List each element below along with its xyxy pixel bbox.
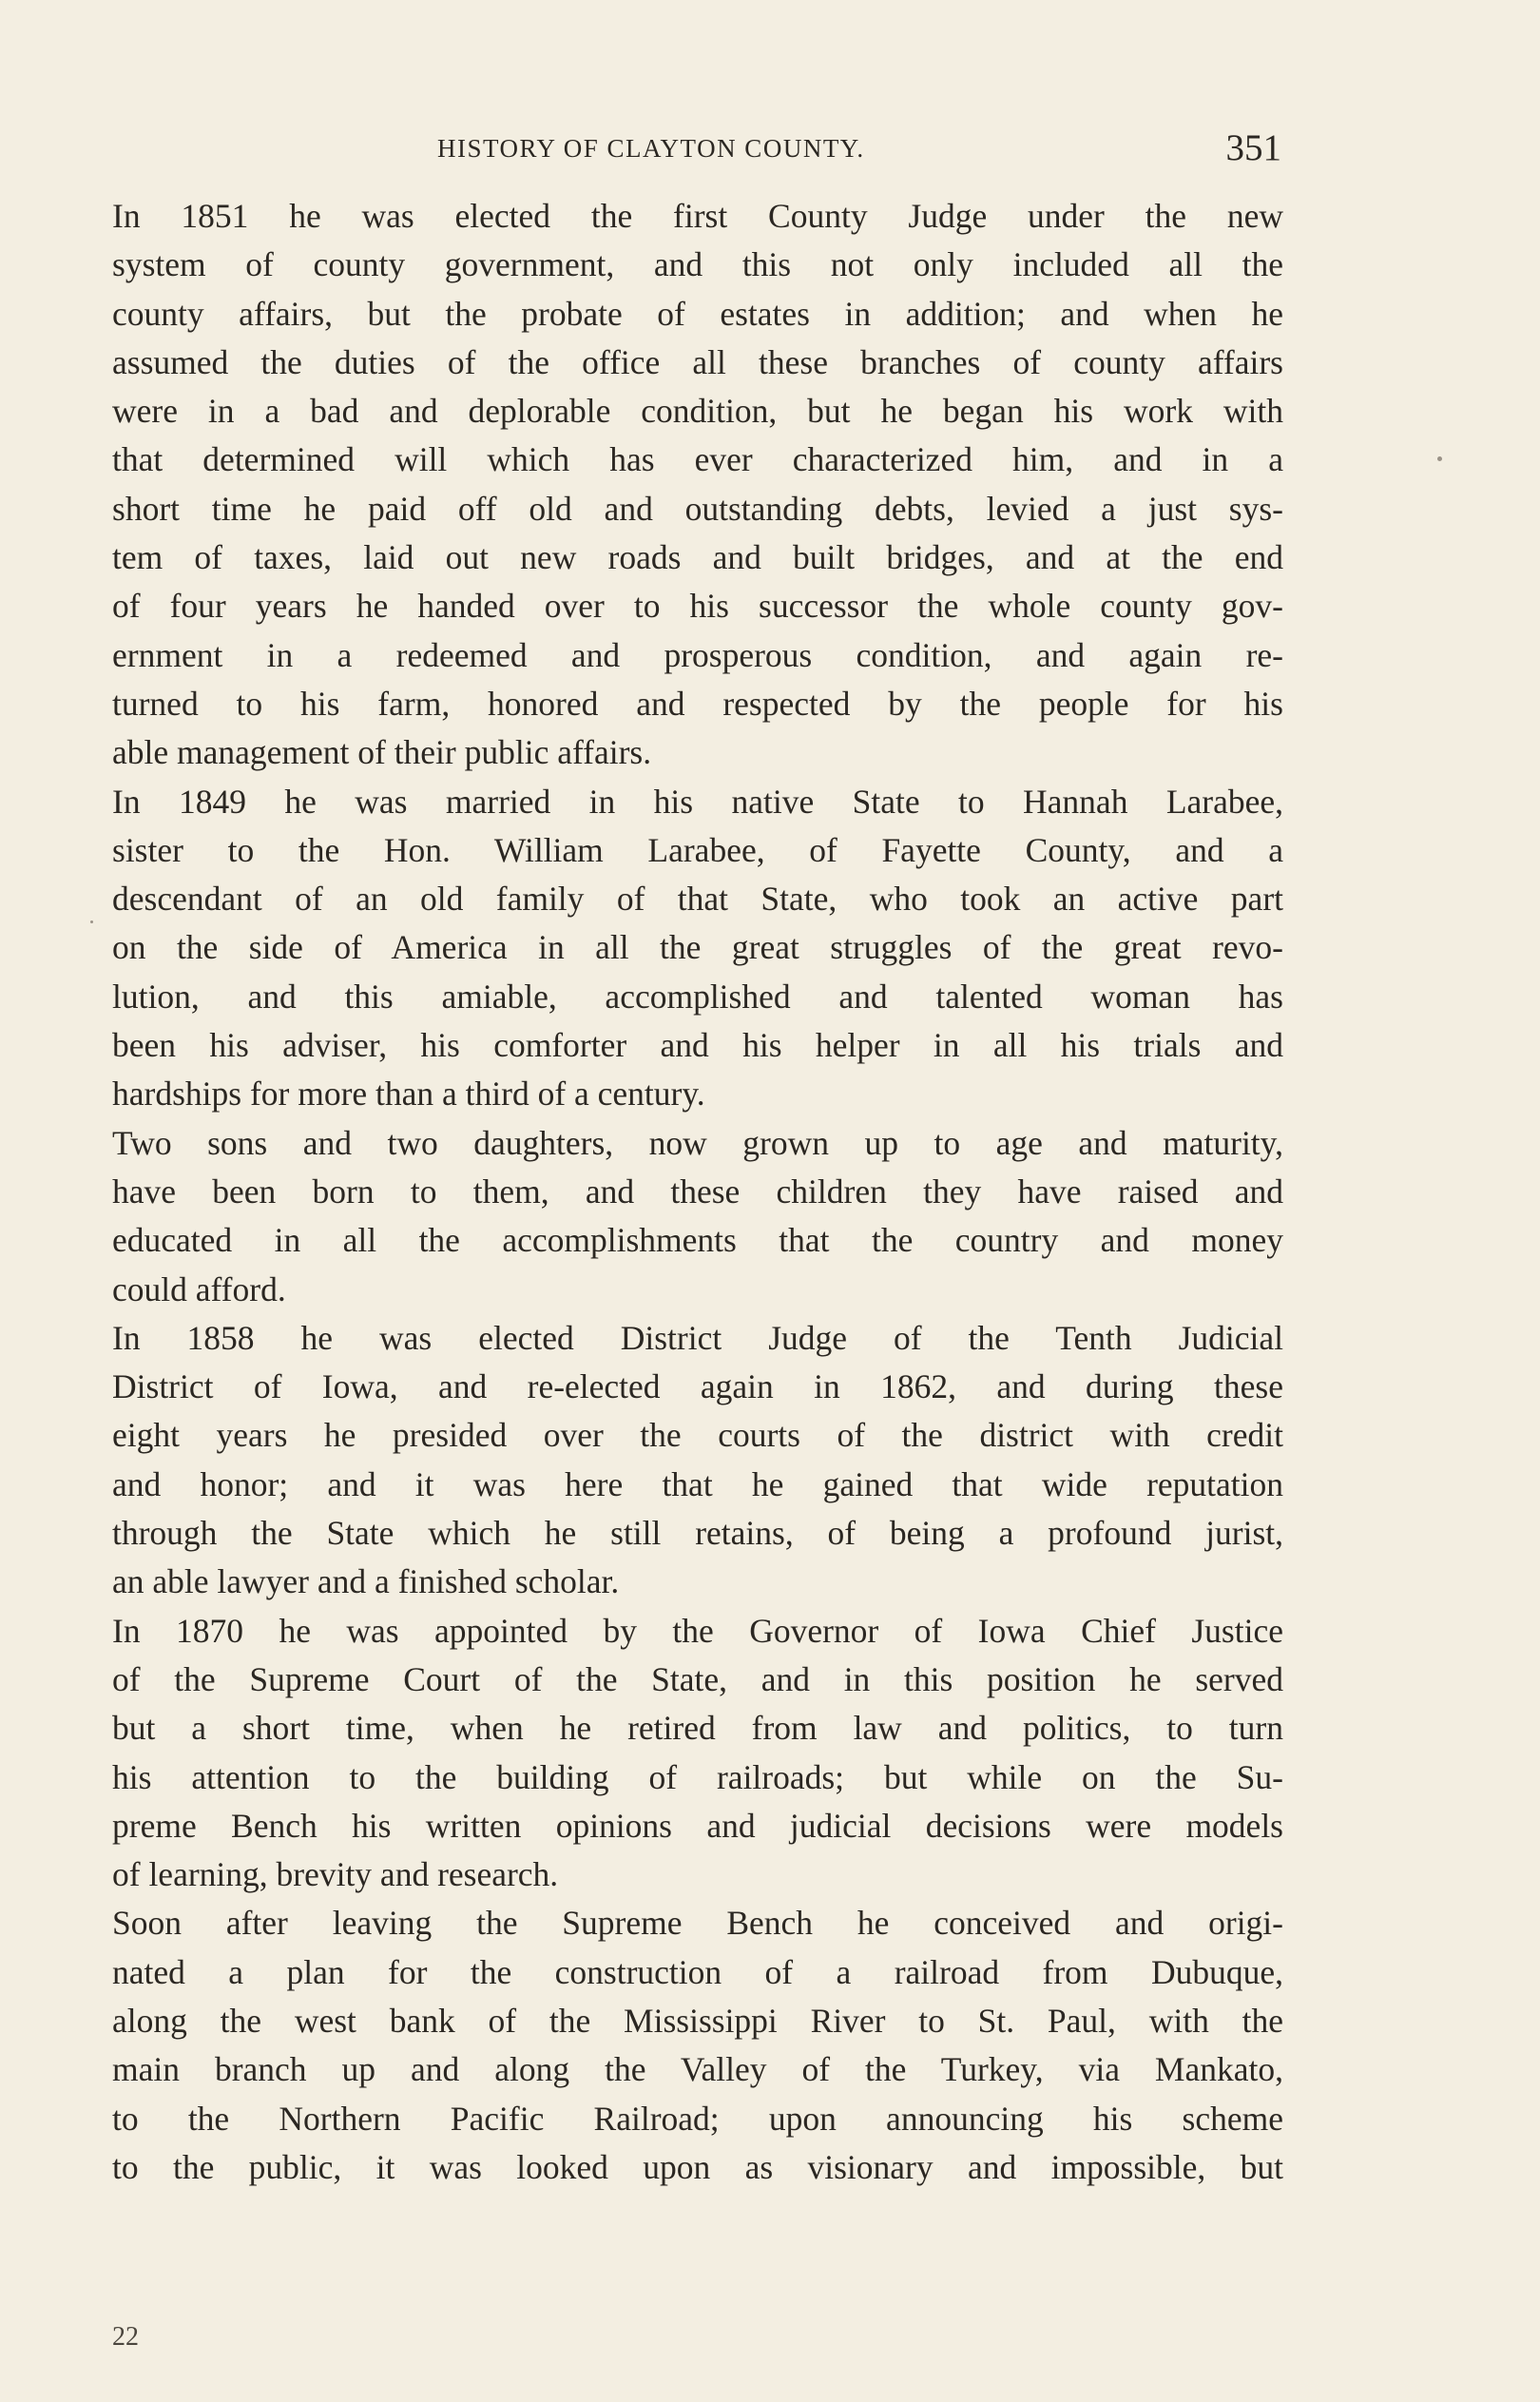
text-line: short time he paid off old and outstanding debts, levied a just sys- (112, 489, 1283, 528)
paper-speck (90, 920, 93, 923)
text-line: main branch up and along the Valley of the Turkey, via Mankato, (112, 2050, 1283, 2089)
text-line: on the side of America in all the great struggles of the great revo- (112, 928, 1283, 967)
text-line: to the Northern Pacific Railroad; upon announcing his scheme (112, 2099, 1283, 2138)
text-line: through the State which he still retains, of being a profound jurist, (112, 1514, 1283, 1553)
running-head-title: HISTORY OF CLAYTON COUNTY. (437, 134, 865, 163)
text-line: that determined will which has ever characterized him, and in a (112, 440, 1283, 479)
text-line: were in a bad and deplorable condition, but he began his work with (112, 392, 1283, 431)
text-line: District of Iowa, and re-elected again in 1862, and during these (112, 1367, 1283, 1406)
text-line: have been born to them, and these children they have raised and (112, 1172, 1283, 1211)
text-line: eight years he presided over the courts of the district with credit (112, 1416, 1283, 1455)
signature-mark: 22 (112, 2322, 139, 2352)
text-line: of four years he handed over to his successor the whole county gov- (112, 587, 1283, 626)
text-line: of the Supreme Court of the State, and in this position he served (112, 1659, 1283, 1698)
text-line: an able lawyer and a finished scholar. (112, 1562, 620, 1601)
text-line: In 1858 he was elected District Judge of the Tenth Judicial (112, 1318, 1283, 1357)
text-line: sister to the Hon. William Larabee, of Fayette County, and a (112, 830, 1283, 869)
text-line: of learning, brevity and research. (112, 1855, 559, 1894)
text-line: could afford. (112, 1269, 286, 1308)
text-line: Soon after leaving the Supreme Bench he conceived and origi- (112, 1904, 1283, 1943)
text-line: preme Bench his written opinions and judicial decisions were models (112, 1806, 1283, 1845)
text-line: but a short time, when he retired from law and politics, to turn (112, 1709, 1283, 1748)
text-line: In 1870 he was appointed by the Governor of Iowa Chief Justice (112, 1611, 1283, 1650)
text-line: Two sons and two daughters, now grown up to age and maturity, (112, 1123, 1283, 1162)
text-line: In 1851 he was elected the first County Judge under the new (112, 197, 1283, 235)
text-line: nated a plan for the construction of a railroad from Dubuque, (112, 1952, 1283, 1991)
text-line: In 1849 he was married in his native State to Hannah Larabee, (112, 782, 1283, 821)
text-line: to the public, it was looked upon as visionary and impossible, but (112, 2147, 1283, 2186)
text-line: descendant of an old family of that State, who took an active part (112, 880, 1283, 919)
text-line: educated in all the accomplishments that the country and money (112, 1221, 1283, 1260)
paper-speck (1437, 456, 1442, 461)
text-line: lution, and this amiable, accomplished and talented woman has (112, 977, 1283, 1016)
text-line: ernment in a redeemed and prosperous condition, and again re- (112, 635, 1283, 674)
text-line: turned to his farm, honored and respected by the people for his (112, 684, 1283, 723)
text-line: county affairs, but the probate of estates in addition; and when he (112, 294, 1283, 333)
page-number: 351 (1225, 127, 1281, 168)
text-line: been his adviser, his comforter and his helper in all his trials and (112, 1026, 1283, 1065)
text-line: and honor; and it was here that he gained that wide reputation (112, 1464, 1283, 1503)
text-line: system of county government, and this not only included all the (112, 245, 1283, 284)
text-line: assumed the duties of the office all these branches of county affairs (112, 342, 1283, 381)
body-text (112, 192, 1283, 2192)
text-line: his attention to the building of railroads; but while on the Su- (112, 1757, 1283, 1796)
text-line: able management of their public affairs. (112, 733, 652, 772)
text-line: tem of taxes, laid out new roads and built bridges, and at the end (112, 538, 1283, 577)
text-line: along the west bank of the Mississippi River to St. Paul, with the (112, 2001, 1283, 2040)
text-line: hardships for more than a third of a century. (112, 1075, 705, 1114)
